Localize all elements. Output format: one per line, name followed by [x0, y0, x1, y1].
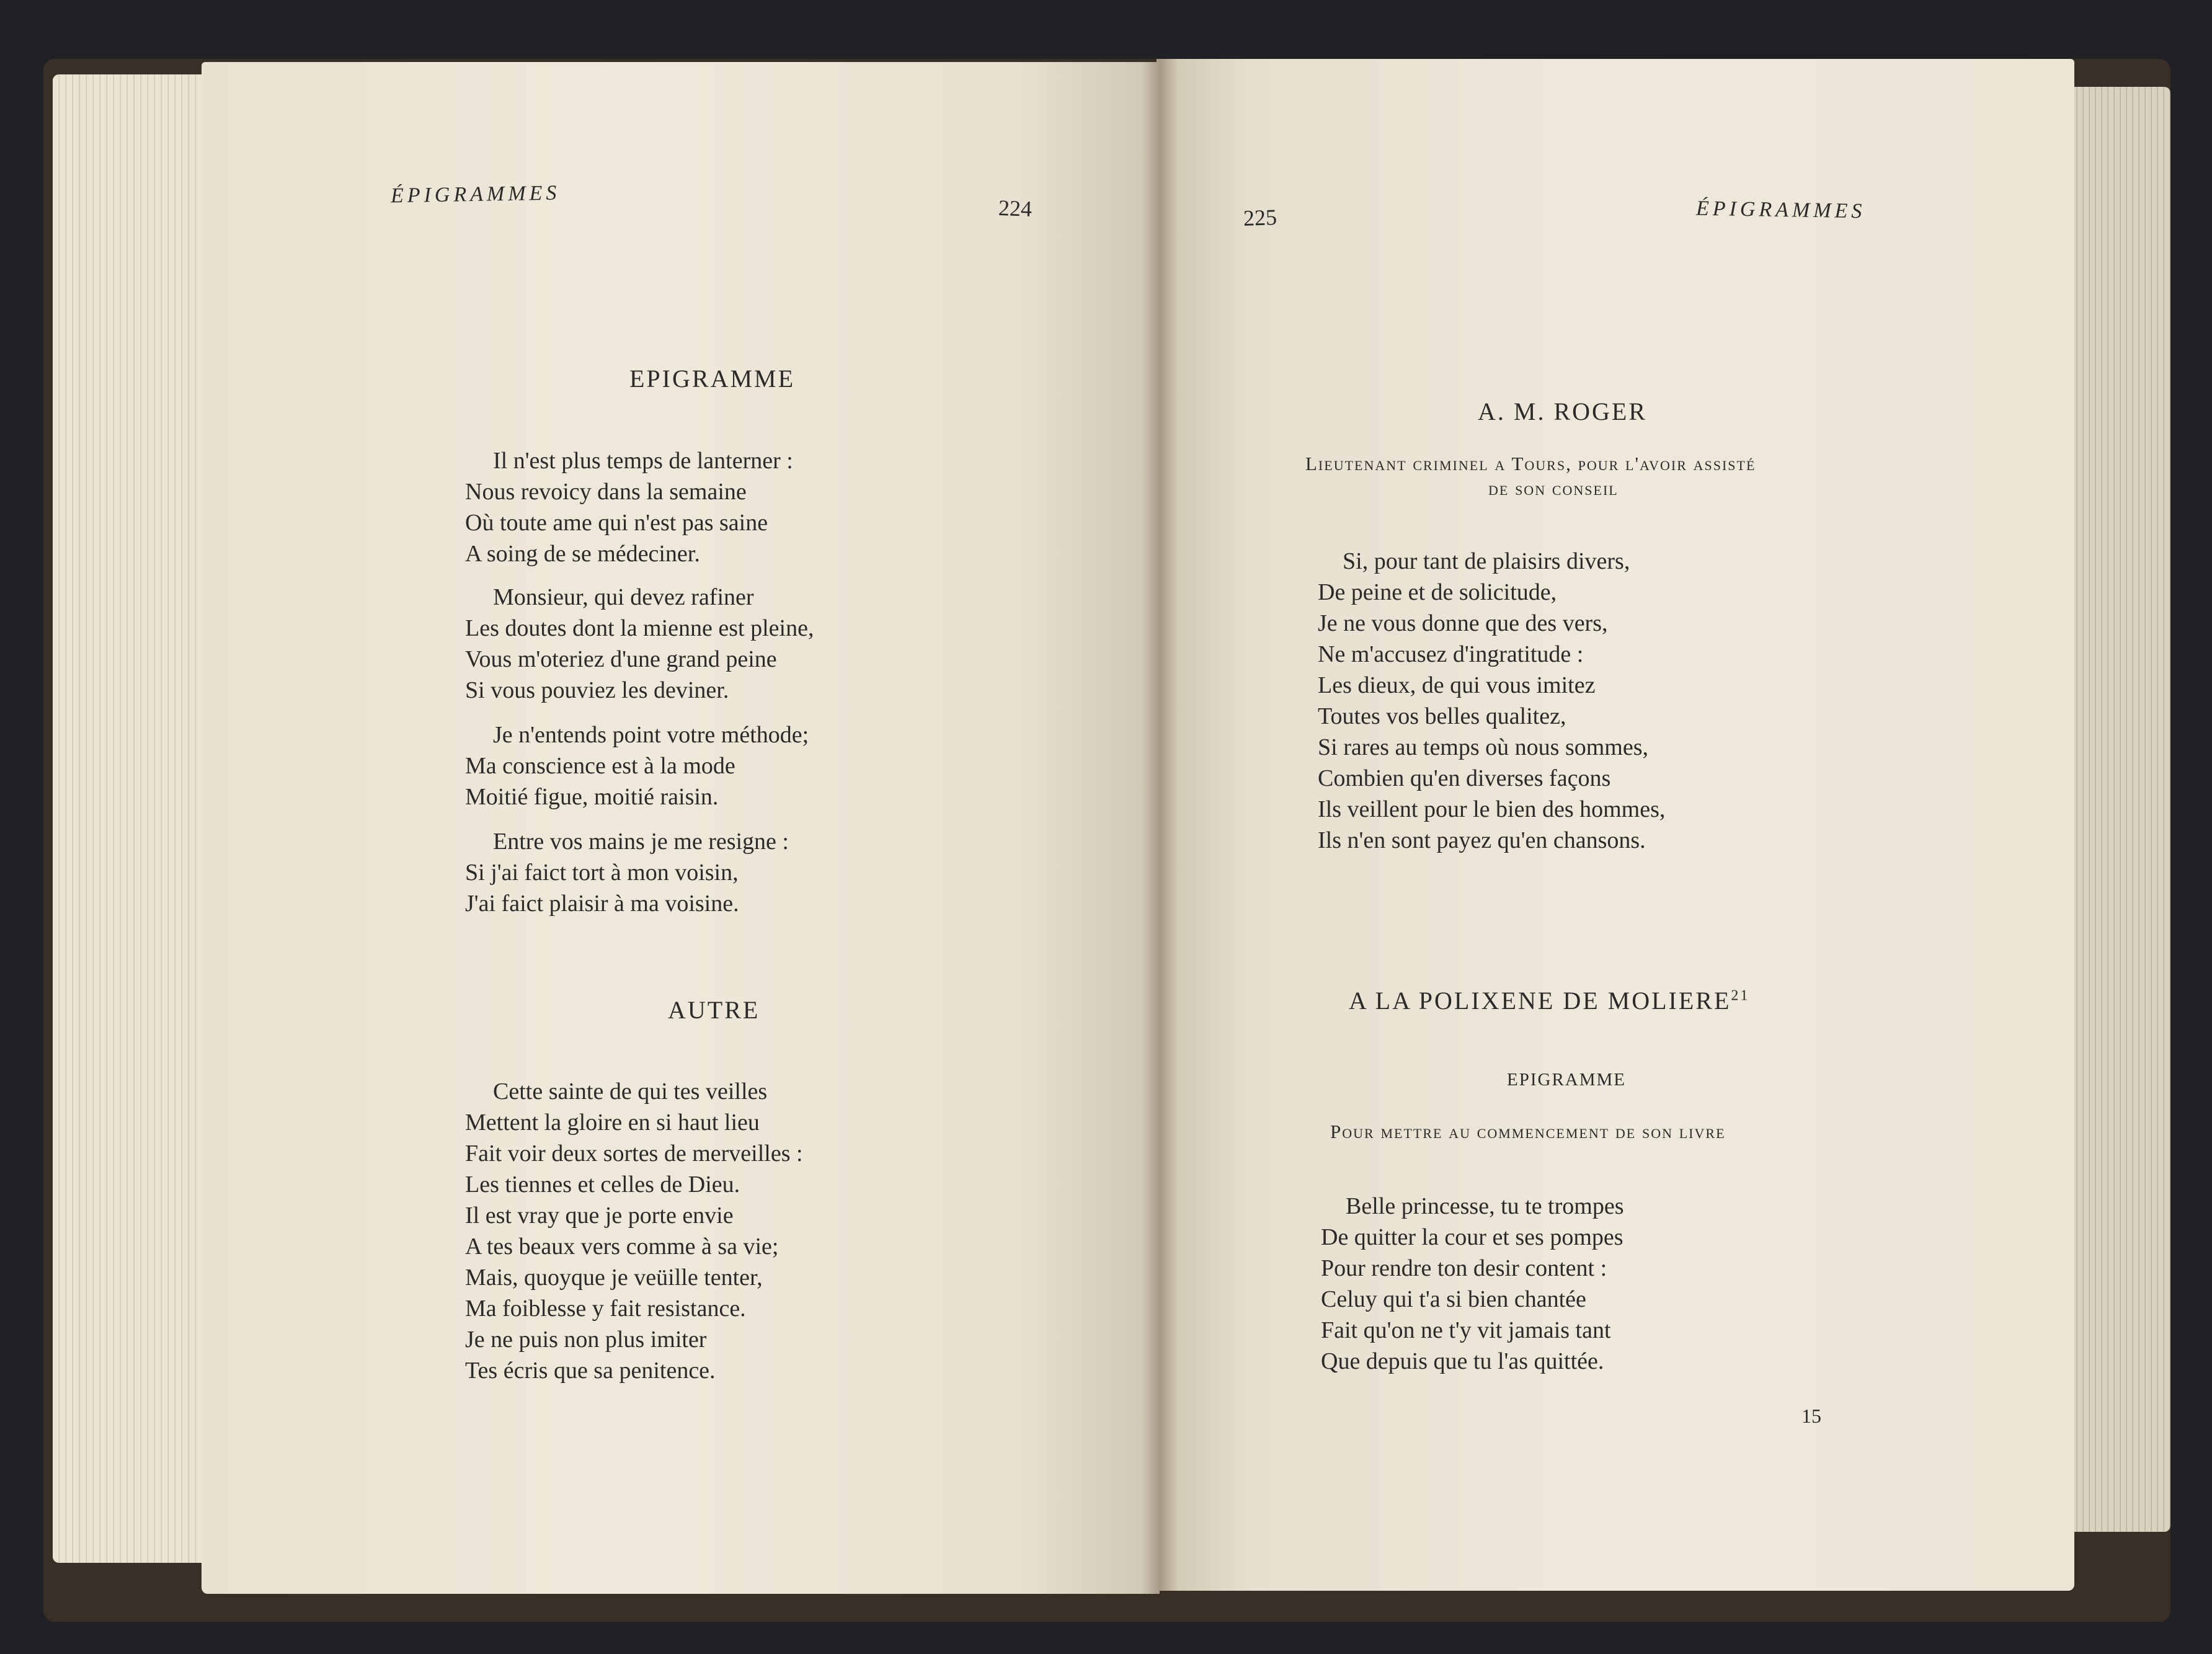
verse-line: Moitié figue, moitié raisin.: [465, 784, 719, 810]
poem-polixene-verses: [1321, 1191, 1624, 1377]
verse-line: De quitter la cour et ses pompes: [1321, 1224, 1623, 1250]
verse-line: Il n'est plus temps de lanterner :: [493, 448, 793, 474]
verse-line: Si, pour tant de plaisirs divers,: [1343, 548, 1630, 574]
poem-subtitle-line2: de son conseil: [1488, 478, 1619, 499]
verse-line: Combien qu'en diverses façons: [1318, 765, 1611, 791]
verse-line: Les doutes dont la mienne est pleine,: [465, 615, 814, 641]
verse-line: Il est vray que je porte envie: [465, 1203, 734, 1229]
left-page-edges: [53, 74, 214, 1563]
verse-line: Ma foiblesse y fait resistance.: [465, 1296, 746, 1322]
verse-line: Ils n'en sont payez qu'en chansons.: [1318, 827, 1646, 853]
stanza-1: [465, 445, 793, 569]
book-gutter: [1141, 59, 1178, 1594]
verse-line: Les tiennes et celles de Dieu.: [465, 1172, 740, 1198]
verse-line: Que depuis que tu l'as quittée.: [1321, 1348, 1604, 1374]
verse-line: Toutes vos belles qualitez,: [1318, 703, 1566, 729]
poem-title-autre: AUTRE: [668, 996, 760, 1024]
verse-line: Vous m'oteriez d'une grand peine: [465, 646, 777, 672]
verse-line: Où toute ame qui n'est pas saine: [465, 510, 768, 536]
poem-roger-verses: [1318, 546, 1665, 856]
verse-line: Celuy qui t'a si bien chantée: [1321, 1286, 1586, 1312]
verse-line: Mais, quoyque je veüille tenter,: [465, 1265, 763, 1291]
stanza-2: [465, 582, 814, 706]
poem-title-polixene-text: A LA POLIXENE DE MOLIERE: [1349, 987, 1731, 1015]
verse-line: Monsieur, qui devez rafiner: [493, 584, 754, 610]
poem-title-polixene: [1349, 986, 1749, 1015]
verse-line: Nous revoicy dans la semaine: [465, 479, 747, 505]
poem-polixene-subtitle: Pour mettre au commencement de son livre: [1330, 1121, 1726, 1142]
verse-line: Ne m'accusez d'ingratitude :: [1318, 641, 1584, 667]
stanza-4: [465, 826, 789, 919]
verse-line: Entre vos mains je me resigne :: [493, 829, 789, 855]
verse-line: Si rares au temps où nous sommes,: [1318, 734, 1649, 760]
right-running-head: ÉPIGRAMMES: [1695, 197, 1866, 223]
left-page-number: 224: [998, 195, 1033, 221]
left-running-head: ÉPIGRAMMES: [390, 181, 561, 208]
verse-line: Ils veillent pour le bien des hommes,: [1318, 796, 1666, 822]
verse-line: Mettent la gloire en si haut lieu: [465, 1109, 760, 1136]
poem-autre-verses: [465, 1076, 803, 1386]
signature-mark: 15: [1801, 1405, 1821, 1427]
verse-line: Je n'entends point votre méthode;: [493, 722, 809, 748]
verse-line: Pour rendre ton desir content :: [1321, 1255, 1607, 1281]
verse-line: Je ne vous donne que des vers,: [1318, 610, 1608, 636]
verse-line: Tes écris que sa penitence.: [465, 1358, 716, 1384]
poem-title-roger: A. M. ROGER: [1478, 398, 1648, 425]
verse-line: A soing de se médeciner.: [465, 541, 700, 567]
verse-line: Belle princesse, tu te trompes: [1346, 1193, 1624, 1219]
verse-line: A tes beaux vers comme à sa vie;: [465, 1234, 779, 1260]
verse-line: De peine et de solicitude,: [1318, 579, 1557, 605]
stanza-3: [465, 719, 809, 812]
right-page-number: 225: [1243, 205, 1277, 231]
verse-line: Fait qu'on ne t'y vit jamais tant: [1321, 1317, 1611, 1343]
verse-line: Les dieux, de qui vous imitez: [1318, 672, 1596, 698]
verse-line: Cette sainte de qui tes veilles: [493, 1078, 768, 1105]
verse-line: Si j'ai faict tort à mon voisin,: [465, 860, 739, 886]
right-page: [1157, 59, 2074, 1591]
verse-line: Fait voir deux sortes de merveilles :: [465, 1140, 803, 1167]
verse-line: Je ne puis non plus imiter: [465, 1327, 707, 1353]
left-page: [202, 62, 1160, 1594]
poem-genre: EPIGRAMME: [1507, 1070, 1627, 1090]
verse-line: Ma conscience est à la mode: [465, 753, 735, 779]
footnote-mark: 21: [1731, 987, 1750, 1004]
poem-subtitle-line1: Lieutenant criminel a Tours, pour l'avoir assisté: [1305, 453, 1756, 474]
poem-title-epigramme: EPIGRAMME: [629, 365, 796, 393]
verse-line: Si vous pouviez les deviner.: [465, 677, 729, 703]
verse-line: J'ai faict plaisir à ma voisine.: [465, 891, 739, 917]
